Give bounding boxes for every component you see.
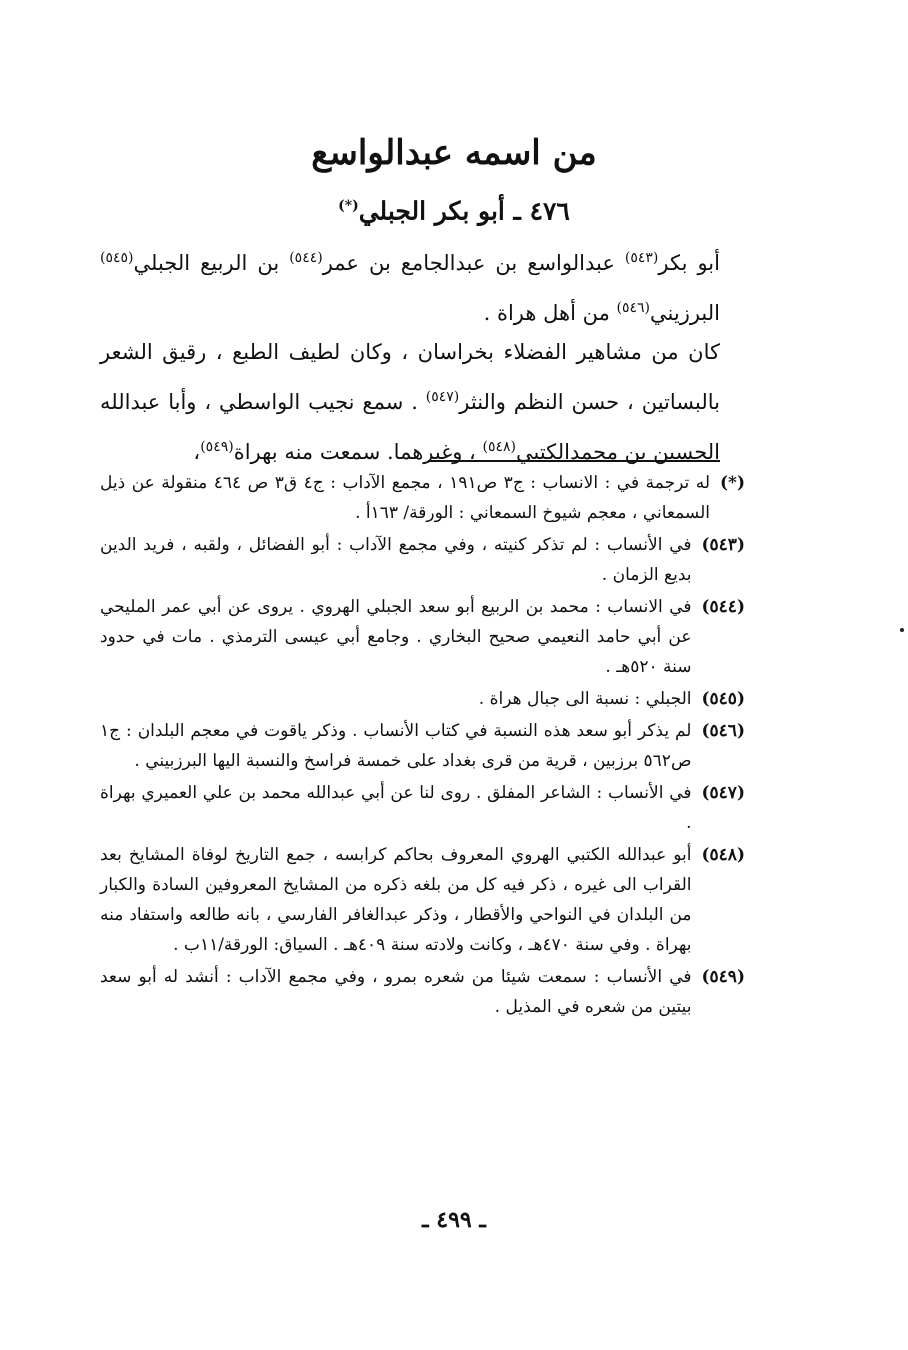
footnote-number: (٥٤٥)	[701, 689, 745, 709]
entry-paragraph-lineage	[100, 236, 720, 336]
paragraph-text: ، وغيرهما. سمعت منه بهراة	[233, 440, 483, 464]
footnote-number: (٥٤٣)	[701, 535, 745, 555]
paragraph-text: أبو بكر	[658, 251, 720, 275]
footnote-number: (*)	[720, 473, 745, 493]
margin-speck	[900, 628, 904, 632]
footnote	[100, 962, 745, 1022]
footnote-ref: (٥٤٤)	[289, 250, 323, 266]
footnote-ref: (٥٤٩)	[200, 439, 234, 455]
footnote	[100, 716, 745, 776]
footnote	[100, 468, 745, 528]
paragraph-text: ،	[193, 440, 201, 464]
footnote	[100, 592, 745, 682]
footnote-text: أبو عبدالله الكتبي الهروي المعروف بحاكم كرابسه ، جمع التاريخ لوفاة المشايخ بعد القراب الى غيره ، ذكر فيه كل من بلغه ذكره من المشايخ المعروفين السادة والكبار من البلدان في النواحي والأقطار ، وذكر عبدالغافر الفارسي ، بانه طالعه واستفاد منه بهراة . وفي سنة ٤٧٠هـ ، وكانت ولادته سنة ٤٠٩هـ . السياق: الورقة/١١ب .	[100, 845, 692, 955]
footnote-text: في الأنساب : الشاعر المفلق . روى لنا عن أبي عبدالله محمد بن علي العميري بهراة .	[100, 783, 692, 833]
footnote-number: (٥٤٦)	[701, 721, 745, 741]
footnote-text: في الانساب : محمد بن الربيع أبو سعد الجبلي الهروي . يروى عن أبي عمر المليحي عن أبي حامد النعيمي صحيح البخاري . وجامع أبي عيسى الترمذي . مات في حدود سنة ٥٢٠هـ .	[100, 597, 692, 677]
section-heading: من اسمه عبدالواسع	[311, 133, 597, 173]
footnote-text: لم يذكر أبو سعد هذه النسبة في كتاب الأنساب . وذكر ياقوت في معجم البلدان : ج١ ص٥٦٢ برزبين ، قرية من قرى بغداد على خمسة فراسخ والنسبة اليها البرزبيني .	[100, 721, 692, 771]
footnote-text: في الأنساب : سمعت شيئا من شعره بمرو ، وفي مجمع الآداب : أنشد له أبو سعد بيتين من شعره في المذيل .	[100, 967, 692, 1017]
footnote-text: له ترجمة في : الانساب : ج٣ ص١٩١ ، مجمع الآداب : ج٤ ق٣ ص ٤٦٤ منقولة عن ذيل السمعاني ، معجم شيوخ السمعاني : الورقة/ ١٦٣أ .	[100, 473, 711, 523]
paragraph-text: البرزيني	[650, 301, 720, 325]
footnote-ref: (٥٤٨)	[482, 439, 516, 455]
footnote-ref: (٥٤٦)	[616, 300, 651, 316]
footnote	[100, 778, 745, 838]
footnote-separator	[428, 460, 720, 462]
page-number: ـ ٤٩٩ ـ	[422, 1207, 486, 1233]
footnote-text: الجبلي : نسبة الى جبال هراة .	[478, 689, 692, 709]
footnote-ref: (٥٤٣)	[624, 250, 659, 266]
entry-title-text: ٤٧٦ ـ أبو بكر الجبلي	[358, 196, 570, 226]
footnotes	[100, 468, 745, 1024]
entry-title	[0, 186, 908, 231]
entry-title-note-ref: (*)	[338, 198, 359, 214]
footnote	[100, 684, 745, 714]
paragraph-text: . سمع نجيب الواسطي ، وأبا عبدالله الحسين بن محمدالكتبي	[100, 390, 720, 464]
footnote-ref: (٥٤٥)	[100, 250, 134, 266]
paragraph-text: بن الربيع الجبلي	[133, 251, 290, 275]
footnote-ref: (٥٤٧)	[425, 389, 460, 405]
paragraph-text: من أهل هراة .	[483, 301, 617, 325]
footnote-number: (٥٤٧)	[701, 783, 745, 803]
footnote-number: (٥٤٩)	[701, 967, 745, 987]
footnote-text: في الأنساب : لم تذكر كنيته ، وفي مجمع الآداب : أبو الفضائل ، ولقبه ، فريد الدين بديع الزمان .	[100, 535, 692, 585]
footnote	[100, 840, 745, 960]
entry-paragraph-biography	[100, 330, 720, 475]
footnote-number: (٥٤٤)	[701, 597, 745, 617]
paragraph-text: عبدالواسع بن عبدالجامع بن عمر	[322, 251, 625, 275]
paragraph-text: كان من مشاهير الفضلاء بخراسان ، وكان لطيف الطبع ، رقيق الشعر بالبساتين ، حسن النظم والنثر	[100, 340, 720, 414]
footnote	[100, 530, 745, 590]
footnote-number: (٥٤٨)	[701, 845, 745, 865]
